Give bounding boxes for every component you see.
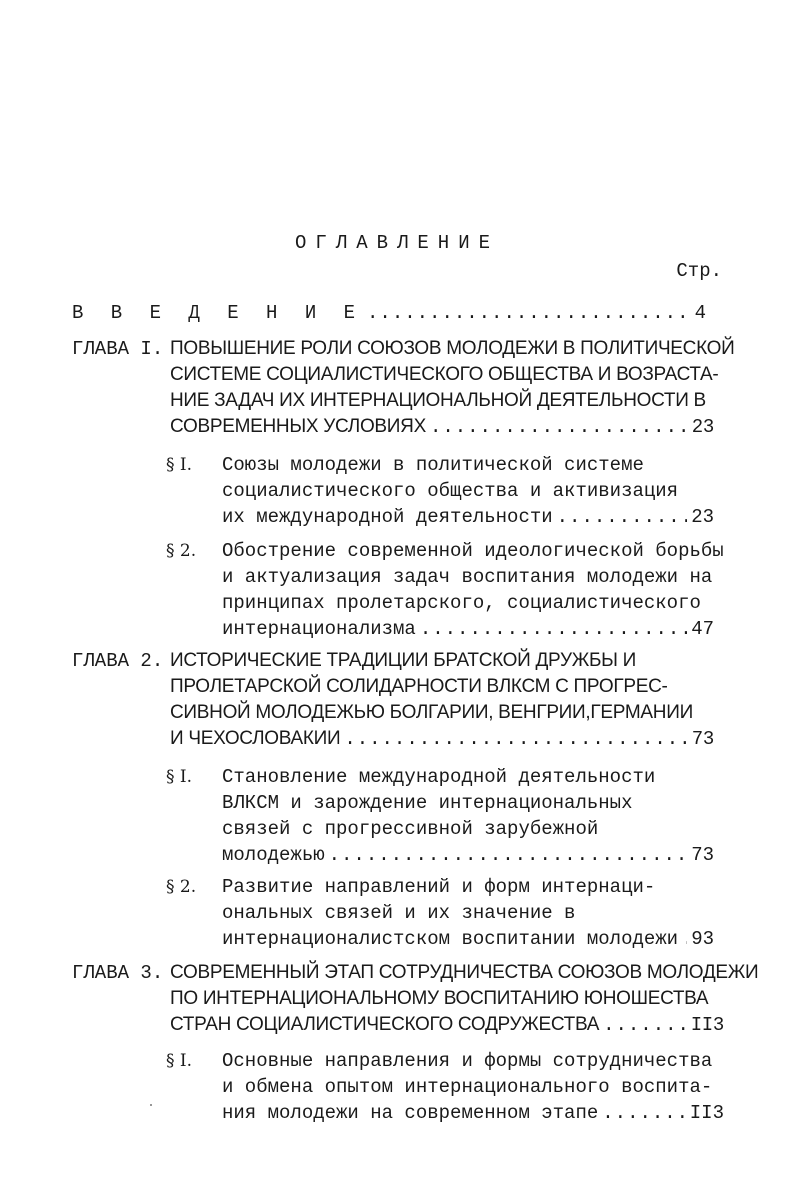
introduction-page: 4 — [694, 302, 706, 324]
chapter-2-title-line: ИСТОРИЧЕСКИЕ ТРАДИЦИИ БРАТСКОЙ ДРУЖБЫ И — [170, 650, 637, 671]
page-column-label: Стр. — [676, 260, 722, 282]
section-2-2-title-line: ональных связей и их значение в — [222, 902, 576, 924]
section-2-1-page: 73 — [691, 844, 714, 866]
chapter-3-prefix: ГЛАВА 3. — [72, 962, 164, 984]
chapter-3-title-line: СТРАН СОЦИАЛИСТИЧЕСКОГО СОДРУЖЕСТВА — [170, 1014, 600, 1035]
section-3-1-title-line: и обмена опытом интернационального воспита- — [222, 1076, 713, 1098]
introduction-label: В В Е Д Е Н И Е — [72, 302, 364, 324]
section-3-1-title-line: ния молодежи на современном этапе — [222, 1102, 599, 1124]
section-1-1-page: 23 — [691, 506, 714, 528]
section-1-1-prefix: § I. — [166, 455, 193, 475]
section-2-1-title-line: молодежью — [222, 844, 325, 866]
section-1-1-title-line: социалистического общества и активизация — [222, 480, 679, 502]
section-2-1-title-line: Становление международной деятельности — [222, 766, 656, 788]
chapter-3-title-line: ПО ИНТЕРНАЦИОНАЛЬНОМУ ВОСПИТАНИЮ ЮНОШЕСТВА — [170, 988, 709, 1009]
chapter-2-title-line: И ЧЕХОСЛОВАКИИ — [170, 728, 341, 749]
paper-speck — [150, 1104, 152, 1106]
section-1-2-prefix: § 2. — [166, 541, 197, 561]
chapter-1-page: 23 — [691, 416, 714, 438]
section-3-1-title-line: Основные направления и формы сотрудничества — [222, 1050, 713, 1072]
section-2-2-prefix: § 2. — [166, 877, 197, 897]
section-2-2-title-line: интернационалистском воспитании молодежи — [222, 928, 679, 950]
chapter-3-title-line: СОВРЕМЕННЫЙ ЭТАП СОТРУДНИЧЕСТВА СОЮЗОВ МОЛОДЕЖИ — [170, 962, 759, 983]
dot-leader — [557, 504, 688, 530]
section-1-2-title-line: и актуализация задач воспитания молодежи на — [222, 566, 713, 588]
chapter-1-title-line: НИЕ ЗАДАЧ ИХ ИНТЕРНАЦИОНАЛЬНОЙ ДЕЯТЕЛЬНОСТИ В — [170, 390, 706, 411]
chapter-1-title-line: СИСТЕМЕ СОЦИАЛИСТИЧЕСКОГО ОБЩЕСТВА И ВОЗРАСТА- — [170, 364, 719, 385]
dot-leader — [682, 926, 687, 952]
chapter-1-title-line: СОВРЕМЕННЫХ УСЛОВИЯХ — [170, 416, 426, 437]
section-2-2-title-line: Развитие направлений и форм интернаци- — [222, 876, 656, 898]
section-2-1-title-line: ВЛКСМ и зарождение интернациональных — [222, 792, 633, 814]
dot-leader — [602, 1100, 686, 1126]
section-1-2-title-line: принципах пролетарского, социалистического — [222, 592, 701, 614]
section-1-2-title-line: интернационализма — [222, 618, 416, 640]
dot-leader — [603, 1012, 687, 1038]
chapter-2-page: 73 — [691, 728, 714, 750]
dot-leader — [329, 842, 688, 868]
section-1-1-title-line: Союзы молодежи в политической системе — [222, 454, 644, 476]
chapter-2-prefix: ГЛАВА 2. — [72, 650, 164, 672]
section-1-2-page: 47 — [691, 618, 714, 640]
chapter-1-title-line: ПОВЫШЕНИЕ РОЛИ СОЮЗОВ МОЛОДЕЖИ В ПОЛИТИЧЕСКОЙ — [170, 338, 735, 359]
section-3-1-prefix: § I. — [166, 1051, 193, 1071]
dot-leader — [430, 414, 688, 440]
dot-leader — [344, 726, 687, 752]
section-2-1-prefix: § I. — [166, 767, 193, 787]
section-3-1-page: II3 — [689, 1102, 724, 1124]
chapter-2-title-line: ПРОЛЕТАРСКОЙ СОЛИДАРНОСТИ ВЛКСМ С ПРОГРЕС- — [170, 676, 668, 697]
dot-leader — [367, 300, 691, 326]
section-1-2-title-line: Обострение современной идеологической борьбы — [222, 540, 724, 562]
section-1-1-title-line: их международной деятельности — [222, 506, 553, 528]
section-2-2-page: 93 — [691, 928, 714, 950]
dot-leader — [420, 616, 687, 642]
chapter-2-title-line: СИВНОЙ МОЛОДЕЖЬЮ БОЛГАРИИ, ВЕНГРИИ,ГЕРМАНИИ — [170, 702, 693, 723]
chapter-3-page: II3 — [690, 1014, 724, 1036]
chapter-1-prefix: ГЛАВА I. — [72, 338, 164, 360]
toc-title: ОГЛАВЛЕНИЕ — [294, 232, 500, 254]
section-2-1-title-line: связей с прогрессивной зарубежной — [222, 818, 599, 840]
